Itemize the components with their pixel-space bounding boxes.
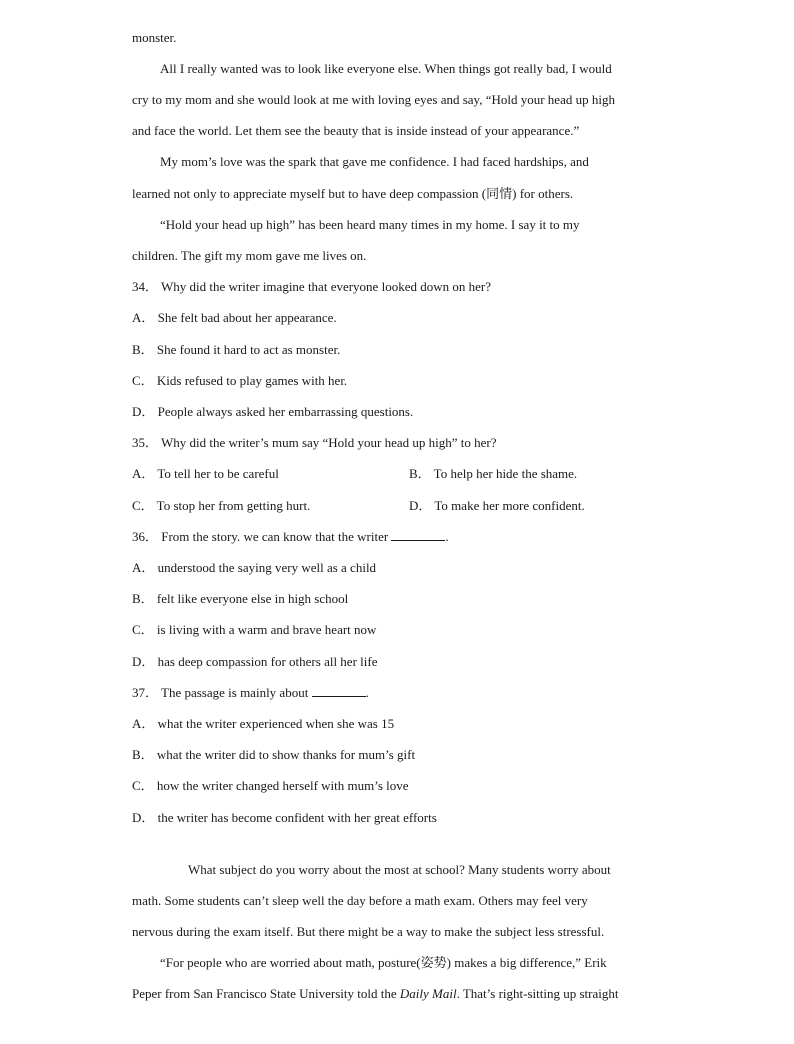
passage1-line-7: “Hold your head up high” has been heard many times in my home. I say it to my: [160, 217, 580, 232]
question-37-option-d: D． the writer has become confident with her great efforts: [132, 810, 437, 825]
passage1-line-8: children. The gift my mom gave me lives on.: [132, 248, 367, 263]
question-36-stem: [132, 529, 449, 545]
question-36-option-c: C． is living with a warm and brave heart now: [132, 622, 377, 637]
question-36-option-b: B． felt like everyone else in high school: [132, 591, 349, 606]
question-37-stem-end: .: [365, 685, 369, 700]
passage1-line-5: My mom’s love was the spark that gave me confidence. I had faced hardships, and: [160, 154, 589, 169]
passage1-line-3: cry to my mom and she would look at me with loving eyes and say, “Hold your head up high: [132, 92, 615, 107]
question-37-option-b: B． what the writer did to show thanks for mum’s gift: [132, 747, 416, 762]
passage1-line-6: learned not only to appreciate myself but to have deep compassion (同情) for others.: [132, 186, 574, 201]
question-35-option-b: B． To help her hide the shame.: [409, 466, 578, 481]
question-35-stem: 35． Why did the writer’s mum say “Hold your head up high” to her?: [132, 435, 497, 450]
question-36-option-a: A． understood the saying very well as a child: [132, 560, 377, 575]
question-36-stem-text: 36． From the story. we can know that the writer: [132, 529, 392, 544]
passage1-line-4: and face the world. Let them see the beauty that is inside instead of your appearance.”: [132, 123, 580, 138]
answer-blank: [391, 529, 445, 541]
question-37-stem: [132, 685, 369, 701]
passage1-line-2: All I really wanted was to look like everyone else. When things got really bad, I would: [160, 61, 612, 76]
question-34-option-c: C． Kids refused to play games with her.: [132, 373, 348, 388]
question-34-option-d: D． People always asked her embarrassing questions.: [132, 404, 414, 419]
question-35-option-a: A． To tell her to be careful: [132, 466, 279, 481]
answer-blank: [312, 685, 366, 697]
question-37-option-a: A． what the writer experienced when she was 15: [132, 716, 395, 731]
question-34-stem: 34． Why did the writer imagine that everyone looked down on her?: [132, 279, 491, 294]
question-35-option-d: D． To make her more confident.: [409, 498, 585, 513]
question-34-option-b: B． She found it hard to act as monster.: [132, 342, 341, 357]
question-34-option-a: A． She felt bad about her appearance.: [132, 310, 337, 325]
question-35-option-c: C． To stop her from getting hurt.: [132, 498, 311, 513]
passage2-line-4: “For people who are worried about math, posture(姿势) makes a big difference,” Erik: [160, 955, 607, 970]
question-37-option-c: C． how the writer changed herself with mum’s love: [132, 778, 409, 793]
question-37-stem-text: 37． The passage is mainly about: [132, 685, 312, 700]
passage2-line-2: math. Some students can’t sleep well the day before a math exam. Others may feel very: [132, 893, 588, 908]
passage2-line-5: [132, 986, 618, 1002]
question-36-stem-end: .: [445, 529, 449, 544]
passage2-line-3: nervous during the exam itself. But there might be a way to make the subject less stressful.: [132, 924, 605, 939]
question-36-option-d: D． has deep compassion for others all her life: [132, 654, 378, 669]
passage1-line-1: monster.: [132, 30, 177, 45]
passage2-line-1: What subject do you worry about the most at school? Many students worry about: [188, 862, 611, 877]
passage2-line-5-text: Peper from San Francisco State University told the: [132, 986, 400, 1001]
passage2-line-5-end: . That’s right-sitting up straight: [456, 986, 619, 1001]
newspaper-title: Daily Mail: [399, 986, 457, 1001]
